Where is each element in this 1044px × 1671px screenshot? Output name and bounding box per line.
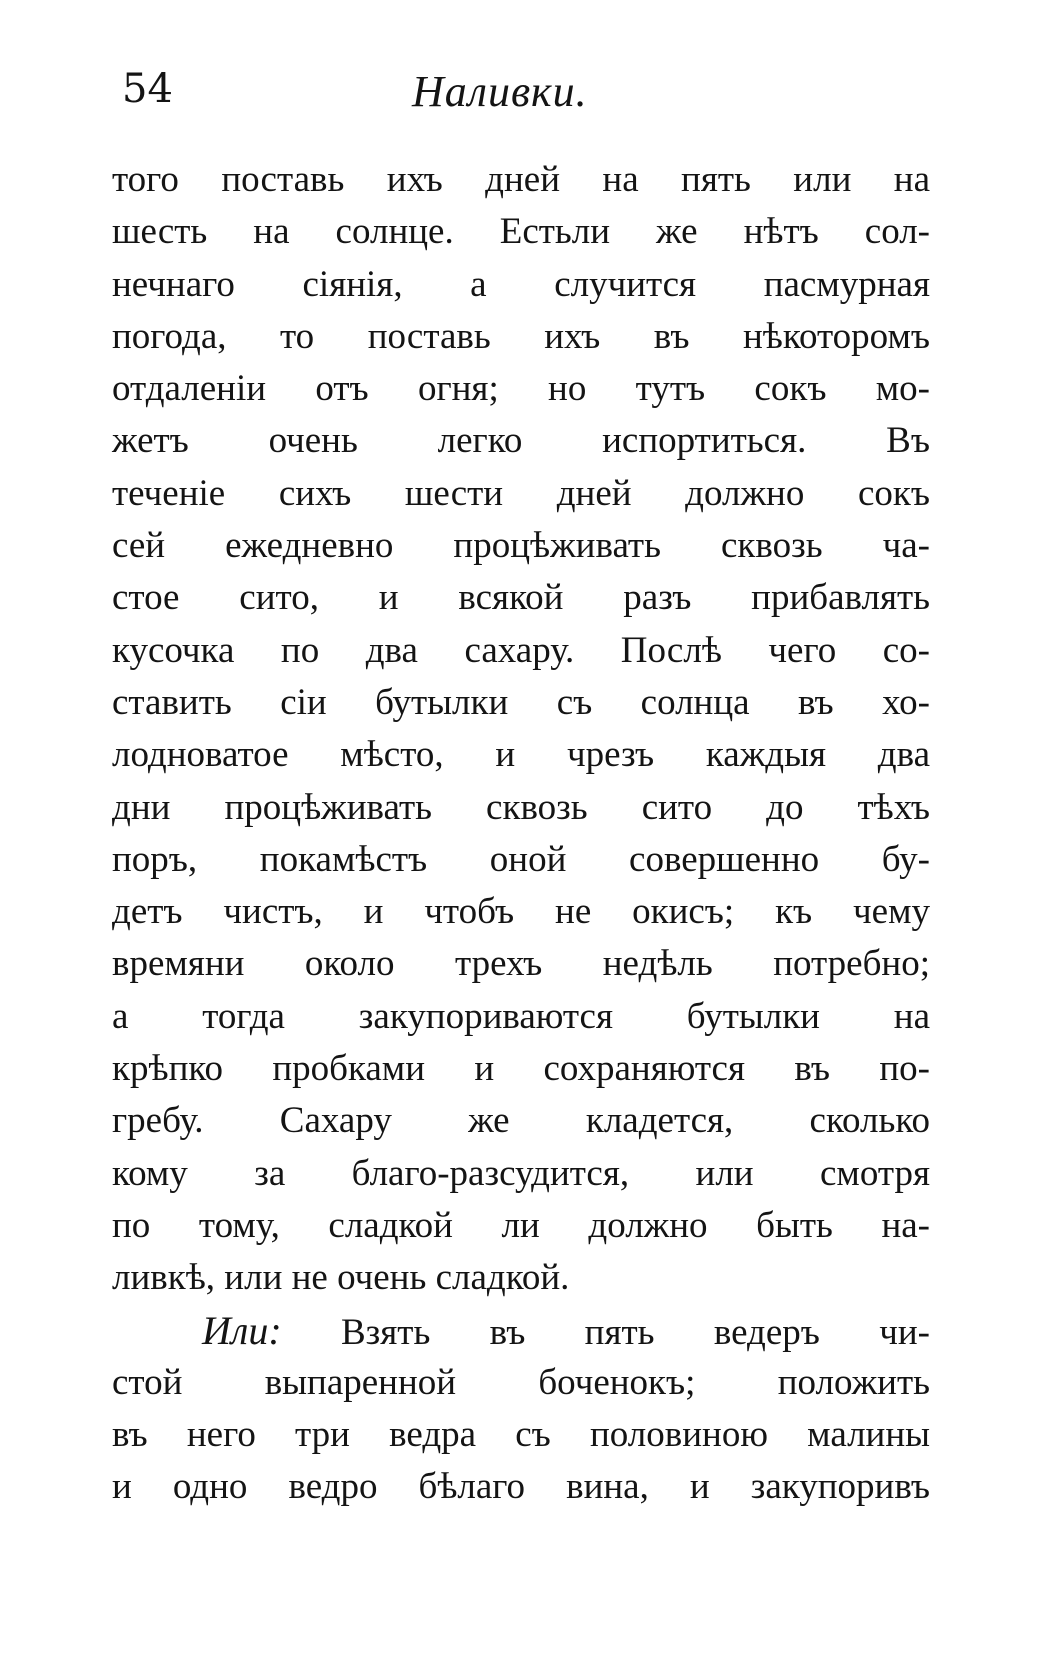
body-text xyxy=(112,154,930,1514)
page-header xyxy=(112,64,932,134)
text-line: а тогда закупориваются бутылки на xyxy=(112,995,930,1037)
text-line: и одно ведро бѣлаго вина, и закупоривъ xyxy=(112,1466,930,1508)
text-line: ливкѣ, или не очень сладкой. xyxy=(112,1257,570,1299)
text-line: по тому, сладкой ли должно быть на- xyxy=(112,1204,930,1246)
text-line: времяни около трехъ недѣль потребно; xyxy=(112,943,930,985)
text-line: жетъ очень легко испортиться. Въ xyxy=(112,420,930,462)
text-line: поръ, покамѣстъ оной совершенно бу- xyxy=(112,838,930,880)
text-line: стой выпаренной боченокъ; положить xyxy=(112,1361,930,1403)
text-line: лодноватое мѣсто, и чрезъ каждыя два xyxy=(112,734,930,776)
page-number: 54 xyxy=(122,66,173,112)
paragraph-first-line xyxy=(112,1305,930,1357)
text-line: дни процѣживать сквозь сито до тѣхъ xyxy=(112,786,930,828)
text-line: гребу. Сахару же кладется, сколько xyxy=(112,1100,930,1142)
paragraph-lead-word: Или: xyxy=(202,1307,282,1353)
text-line: погода, то поставь ихъ въ нѣкоторомъ xyxy=(112,315,930,357)
paragraph-first-line-text: Взять въ пять ведеръ чи- xyxy=(281,1311,930,1353)
text-line: теченіе сихъ шести дней должно сокъ xyxy=(112,472,930,514)
text-line: того поставь ихъ дней на пять или на xyxy=(112,159,930,200)
text-line: крѣпко пробками и сохраняются въ по- xyxy=(112,1048,930,1090)
text-line: шесть на солнце. Естьли же нѣтъ сол- xyxy=(112,211,930,253)
text-line: нечнаго сіянія, а случится пасмурная xyxy=(112,263,930,305)
text-line: отдаленіи отъ огня; но тутъ сокъ мо- xyxy=(112,368,930,410)
text-line: стое сито, и всякой разъ прибавлять xyxy=(112,577,930,619)
text-line: кусочка по два сахару. Послѣ чего со- xyxy=(112,629,930,671)
text-line: сей ежедневно процѣживать сквозь ча- xyxy=(112,525,930,567)
text-line: въ него три ведра съ половиною малины xyxy=(112,1414,930,1456)
text-line: ставить сіи бутылки съ солнца въ хо- xyxy=(112,681,930,723)
text-line: кому за благо-разсудится, или смотря xyxy=(112,1152,930,1194)
text-line: детъ чистъ, и чтобъ не окисъ; къ чему xyxy=(112,891,930,933)
running-title: Наливки. xyxy=(412,67,588,116)
